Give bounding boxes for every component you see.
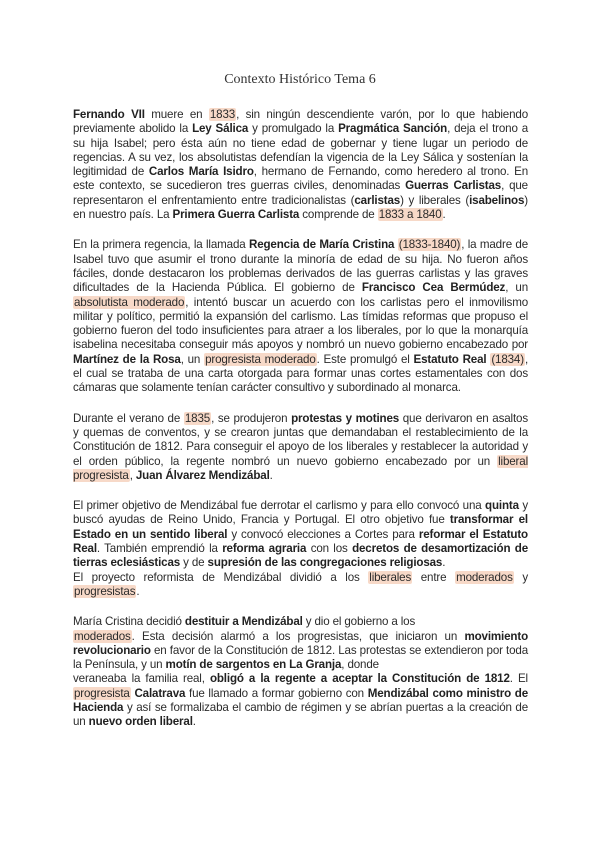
bold-term: Martínez de la Rosa [73, 352, 181, 366]
bold-term: Mendizábal como ministro de Hacienda [73, 686, 528, 714]
paragraph-3: Durante el verano de 1835, se produjeron protestas y motines que derivaron en asaltos y quemas de conventos, y se crearon juntas que demandaban el restablecimiento de la Constitución de 1812. Para conseguir el apoyo de los liberales y restablecer la autoridad y el orden público, la regente nombró un nuevo gobierno encabezado por un liberal progresista, Juan Álvarez Mendizábal. [73, 411, 528, 482]
bold-term: Carlos María Isidro [148, 165, 254, 179]
bold-term: reformar el Estatuto Real [73, 527, 528, 556]
paragraph-gap [73, 599, 528, 615]
bold-term: destituir a Mendizábal [184, 615, 303, 629]
bold-term: Francisco Cea Bermúdez [361, 281, 506, 295]
bold-term: Estatuto Real [413, 352, 487, 366]
highlight: 1833 a 1840 [378, 208, 442, 222]
paragraph-gap [73, 222, 528, 238]
paragraph-gap [73, 483, 528, 499]
highlight: 1833 [209, 108, 236, 121]
bold-term: protestas y motines [291, 411, 400, 425]
bold-term: movimiento revolucionario [73, 629, 528, 657]
bold-term: decretos de desamortización de tierras eclesiásticas [73, 542, 529, 570]
paragraph-4: El primer objetivo de Mendizábal fue derrotar el carlismo y para ello convocó una quinta y buscó ayudas de Reino Unido, Francia y Portugal. El otro objetivo fue transformar el Estado en un sentido liberal y convocó elecciones a Cortes para reformar el Estatuto Real. También emprendió la reforma agraria con los decretos de desamortización de tierras eclesiásticas y de supresión de las congregaciones religiosas. [73, 499, 529, 570]
bold-term: Regencia de María Cristina [248, 238, 395, 252]
bold-term: supresión de las congregaciones religiosas [207, 556, 443, 570]
highlight: 1835 [184, 411, 211, 425]
paragraph-6: María Cristina decidió destituir a Mendizábal y dio el gobierno a los [73, 615, 416, 629]
bold-term: Pragmática Sanción [338, 122, 448, 136]
paragraph-5: El proyecto reformista de Mendizábal dividió a los liberales entre moderados y progresistas. [73, 570, 529, 598]
bold-term: Juan Álvarez Mendizábal [135, 468, 270, 482]
paragraph-8: veraneaba la familia real, obligó a la regente a aceptar la Constitución de 1812. El progresista Calatrava fue llamado a formar gobierno con Mendizábal como ministro de Hacienda y así se formalizaba el cambio de régimen y se abrían puertas a la creación de un nuevo orden liberal. [73, 672, 528, 729]
bold-term: reforma agraria [222, 542, 307, 556]
paragraph-7: moderados. Esta decisión alarmó a los progresistas, que iniciaron un movimiento revolucionario en favor de la Constitución de 1812. Las protestas se extendieron por toda la Península, y un motín de sargentos en La Granja, donde [73, 629, 528, 672]
bold-term: isabelinos [469, 193, 525, 207]
highlight: absolutista moderado [74, 295, 185, 309]
highlight: (1834) [491, 352, 524, 366]
highlight: moderados [456, 570, 513, 584]
bold-term: transformar el Estado en un sentido liberal [73, 513, 528, 541]
paragraph-1: Fernando VII muere en 1833, sin ningún descendiente varón, por lo que habiendo previamente abolido la Ley Sálica y promulgado la Pragmática Sanción, deja el trono a su hija Isabel; pero ésta aún no tiene edad de gobernar y tiene lugar un periodo de regencias. A su vez, los absolutistas defendían la vigencia de la Ley Sálica y sostenían la legitimidad de Carlos María Isidro, hermano de Fernando, como heredero al trono. En este contexto, se sucedieron tres guerras civiles, denominadas Guerras Carlistas, que representaron el enfrentamiento entre tradicionalistas (carlistas) y liberales (isabelinos) en nuestro país. La Primera Guerra Carlista comprende de 1833 a 1840. [73, 108, 529, 222]
bold-term: Guerras Carlistas [405, 179, 502, 193]
bold-term: obligó a la regente a aceptar la Constitución de 1812 [209, 672, 510, 686]
bold-term: carlistas [354, 193, 401, 207]
bold-term: Fernando VII [73, 108, 145, 121]
highlight: progresista moderado [205, 352, 316, 366]
bold-term: Ley Sálica [192, 122, 249, 136]
bold-term: Primera Guerra Carlista [172, 208, 300, 222]
bold-term: nuevo orden liberal [88, 715, 193, 729]
paragraph-2: En la primera regencia, la llamada Regencia de María Cristina (1833-1840), la madre de Isabel tuvo que asumir el trono durante la minoría de edad de su hija. No fueron años fáciles, donde destacaron los problemas derivados de las guerras carlistas y las graves dificultades de la Hacienda Pública. El gobierno de Francisco Cea Bermúdez, un absolutista moderado, intentó buscar un acuerdo con los carlistas pero el inmovilismo militar y político, permitió la expansión del carlismo. Las tímidas reformas que propuso el gobierno fueron del todo insuficientes para atraer a los liberales, por lo que la monarquía isabelina necesitaba conseguir más apoyos y nombró un nuevo gobierno encabezado por Martínez de la Rosa, un progresista moderado. Este promulgó el Estatuto Real (1834), el cual se trataba de una carta otorgada para formar unas cortes estamentales con dos cámaras que solamente tenían carácter consultivo y subordinado al monarca. [73, 238, 529, 395]
bold-term: motín de sargentos en La Granja [165, 658, 342, 672]
highlight: liberal progresista [73, 454, 528, 482]
bold-term: Calatrava [134, 686, 186, 700]
document-body [73, 108, 528, 730]
highlight: liberales [369, 570, 412, 584]
highlight: progresista [74, 686, 130, 700]
highlight: progresistas [74, 584, 136, 598]
bold-term: quinta [485, 499, 519, 513]
document-title: Contexto Histórico Tema 6 [224, 72, 376, 87]
paragraph-gap [73, 396, 528, 412]
highlight: (1833-1840) [398, 238, 461, 252]
highlight: moderados [74, 629, 131, 643]
